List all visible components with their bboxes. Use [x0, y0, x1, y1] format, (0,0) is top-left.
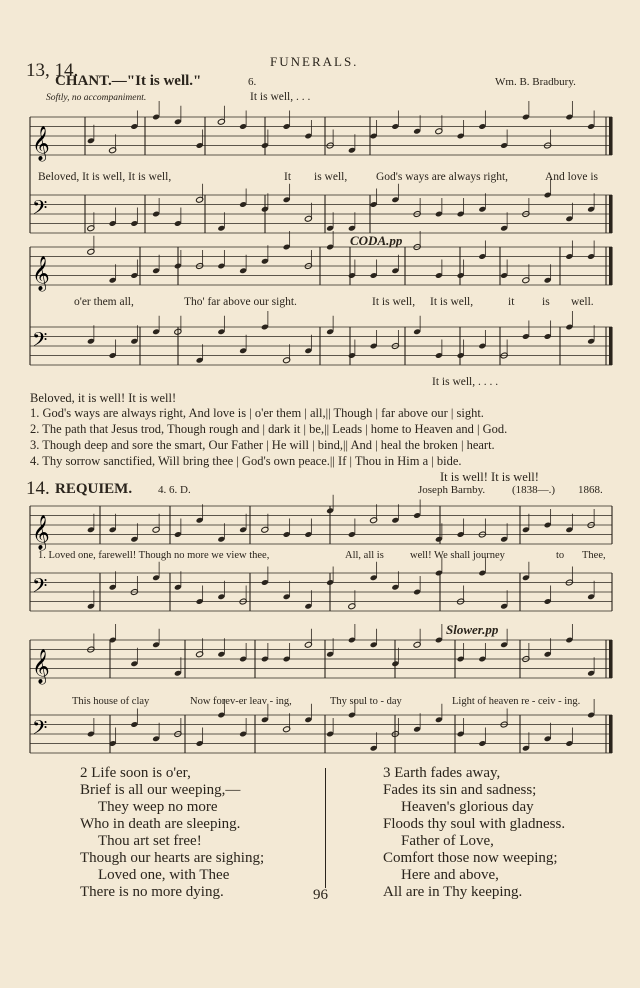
final-bar-thick	[609, 715, 612, 753]
treble-clef: 𝄞	[32, 649, 50, 684]
lyric-segment: And love is	[545, 171, 599, 183]
final-bar-thick	[609, 117, 612, 155]
verse-line: 4. Thy sorrow sanctified, Will bring thee | God's own peace.|| If | Thou in Him a | bide.	[30, 454, 462, 468]
final-bar-thick	[609, 640, 612, 678]
lyric-segment: Tho' far above our sight.	[184, 296, 297, 308]
final-bar-thick	[609, 247, 612, 285]
lyric-segment: It is well,	[430, 296, 474, 308]
stanza-divider	[325, 768, 326, 888]
treble-clef: 𝄞	[32, 515, 50, 550]
lyric-segment: is well,	[314, 171, 348, 183]
lyric-above: It is well, . . .	[250, 91, 311, 103]
staff	[30, 195, 612, 233]
tempo-marking: Slower.pp	[446, 622, 499, 637]
staff	[30, 506, 612, 544]
staff	[30, 117, 612, 155]
lyric-segment: well.	[571, 296, 594, 308]
performance-direction: Softly, no accompaniment.	[46, 93, 147, 103]
page-number: 96	[313, 887, 328, 903]
composer: Wm. B. Bradbury.	[495, 76, 576, 88]
composition-year: 1868.	[578, 484, 603, 496]
lyric-segment: Beloved, It is well, It is well,	[38, 171, 172, 183]
bass-clef: 𝄢	[32, 574, 48, 602]
verse-line: 2. The path that Jesus trod, Though rough and | dark it | be,|| Leads | home to Heaven and | God.	[30, 422, 508, 436]
verse-refrain: Beloved, it is well! It is well!	[30, 391, 177, 405]
verse-line: 3. Though deep and sore the smart, Our Father | He will | bind,|| And | heal the broken | heart.	[30, 438, 495, 452]
treble-clef: 𝄞	[32, 256, 50, 291]
verse-ending: It is well! It is well!	[440, 470, 539, 484]
composer-dates: (1838—.)	[512, 484, 556, 496]
staff	[30, 247, 612, 285]
bass-clef: 𝄢	[32, 716, 48, 744]
treble-clef: 𝄞	[32, 126, 50, 161]
bass-clef: 𝄢	[32, 328, 48, 356]
lyric-segment: Light of heaven re - ceiv - ing.	[452, 696, 581, 707]
composer: Joseph Barnby.	[418, 484, 486, 496]
hymn-number: 14.	[26, 478, 50, 499]
lyric-below: It is well, . . . .	[432, 376, 499, 388]
stanza-2: 2 Life soon is o'er, Brief is all our weeping,— They weep no more Who in death are sleeping. Thou art set free! Though our hearts are sighing; Loved one, with Thee There is no more dying.	[80, 765, 265, 900]
lyric-segment: It is well,	[372, 296, 416, 308]
section-header: FUNERALS.	[270, 54, 359, 69]
hymn-title: REQUIEM.	[55, 481, 133, 497]
verse-line: 1. God's ways are always right, And love is | o'er them | all,|| Though | far above our | sight.	[30, 406, 484, 420]
final-bar-thick	[609, 195, 612, 233]
bass-clef: 𝄢	[32, 196, 48, 224]
hymn-meter: 6.	[248, 76, 257, 88]
staff	[30, 327, 612, 365]
coda-label: CODA.pp	[350, 233, 403, 248]
staff	[30, 640, 612, 678]
lyric-segment: Thy soul to - day	[330, 696, 402, 707]
lyric-segment: It	[284, 171, 292, 183]
hymn-number: 13, 14.	[26, 60, 79, 81]
hymn-meter: 4. 6. D.	[158, 484, 191, 496]
lyric-segment: it	[508, 296, 515, 308]
lyric-segment: o'er them all,	[74, 296, 134, 308]
lyric-segment: well! We shall journey	[410, 550, 505, 561]
lyric-segment: Thee,	[582, 550, 606, 561]
hymn-title: CHANT.—"It is well."	[55, 73, 202, 89]
lyric-segment: This house of clay	[72, 696, 150, 707]
stanza-3: 3 Earth fades away, Fades its sin and sadness; Heaven's glorious day Floods thy soul with gladness. Father of Love, Comfort those now weeping; Here and above, All are in Thy keeping.	[383, 765, 566, 900]
final-bar-thick	[609, 327, 612, 365]
lyric-segment: All, all is	[345, 550, 384, 561]
lyric-segment: Now forev-er leav - ing,	[190, 696, 292, 707]
lyric-segment: 1. Loved one, farewell! Though no more we view thee,	[38, 550, 270, 561]
lyric-segment: to	[556, 550, 565, 561]
lyric-segment: is	[542, 296, 550, 308]
lyric-segment: God's ways are always right,	[376, 171, 509, 183]
